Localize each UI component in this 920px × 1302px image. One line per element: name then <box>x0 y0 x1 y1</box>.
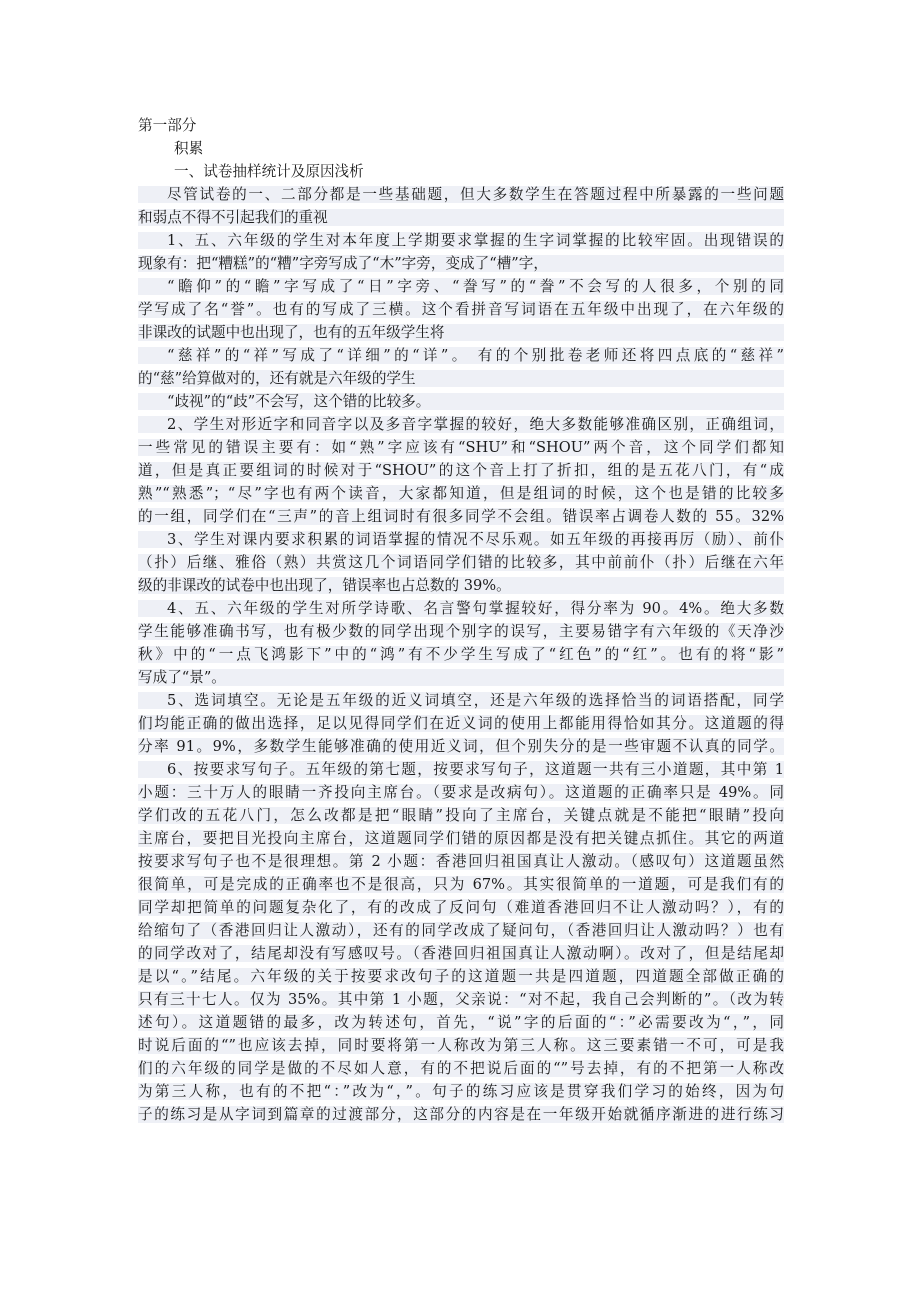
paragraph-line: 的同学改对了，结尾却没有写感叹号。（香港回归祖国真让人激动啊）。改对了，但是结尾却 <box>138 942 784 965</box>
paragraph-line: 为第三人称，也有的不把“：”改为“，”。句子的练习应该是贯穿我们学习的始终，因为句 <box>138 1080 784 1103</box>
paragraph-line: 学们改的五花八门，怎么改都是把“眼睛”投向了主席台，关键点就是不能把“眼睛”投向 <box>138 804 784 827</box>
paragraph-line: 写成了“景”。 <box>138 666 784 689</box>
section-title: 一、试卷抽样统计及原因浅析 <box>174 163 364 180</box>
paragraph-line: 按要求写句子也不是很理想。第 2 小题：香港回归祖国真让人激动。（感叹句）这道题虽然 <box>138 850 784 873</box>
document-page <box>138 114 784 1126</box>
paragraph-line: 们的六年级的同学是做的不尽如人意，有的不把说后面的“”号去掉，有的不把第一人称改 <box>138 1057 784 1080</box>
paragraph-line: 1、五、六年级的学生对本年度上学期要求掌握的生字词掌握的比较牢固。出现错误的 <box>138 229 784 252</box>
paragraph-line: 时说后面的“”也应该去掉，同时要将第一人称改为第三人称。这三要素错一不可，可是我 <box>138 1034 784 1057</box>
paragraph-line: 很简单，可是完成的正确率也不是很高，只为 67%。其实很简单的一道题，可是我们有的 <box>138 873 784 896</box>
paragraph-line: 现象有：把“糟糕”的“糟”字旁写成了“木”字旁，变成了“槽”字， <box>138 252 784 275</box>
paragraph-line: 和弱点不得不引起我们的重视 <box>138 206 784 229</box>
paragraph-line: 分率 91。9%，多数学生能够准确的使用近义词，但个别失分的是一些审题不认真的同学。 <box>138 735 784 758</box>
paragraph-line: “瞻仰”的“瞻”字写成了“日”字旁、“誊写”的“誊”不会写的人很多，个别的同 <box>138 275 784 298</box>
paragraph-line: 6、按要求写句子。五年级的第七题，按要求写句子，这道题一共有三小道题，其中第 1 <box>138 758 784 781</box>
paragraph-line: 级的非课改的试卷中也出现了，错误率也占总数的 39%。 <box>138 574 784 597</box>
paragraph-line: 给缩句了（香港回归让人激动），还有的同学改成了疑问句，（香港回归让人激动吗？）也有 <box>138 919 784 942</box>
paragraph-line: （扑）后继、雅俗（熟）共赏这几个词语同学们错的比较多，其中前前仆（扑）后继在六年 <box>138 551 784 574</box>
paragraph-line: 同学却把简单的问题复杂化了，有的改成了反问句（难道香港回归不让人激动吗？），有的 <box>138 896 784 919</box>
paragraph-line: 小题：三十万人的眼睛一齐投向主席台。（要求是改病句）。这道题的正确率只是 49%。同 <box>138 781 784 804</box>
subsection-heading: 积累 <box>174 140 204 157</box>
paragraph-line: 述句）。这道题错的最多，改为转述句，首先，“说”字的后面的“：”必需要改为“，”，同 <box>138 1011 784 1034</box>
paragraph-line: 的“慈”给算做对的，还有就是六年级的学生 <box>138 367 784 390</box>
paragraph-line: 是以“。”结尾。六年级的关于按要求改句子的这道题一共是四道题，四道题全部做正确的 <box>138 965 784 988</box>
section-heading: 第一部分 <box>138 117 197 134</box>
paragraph-line: 子的练习是从字词到篇章的过渡部分，这部分的内容是在一年级开始就循序渐进的进行练习 <box>138 1103 784 1126</box>
paragraph-line: 4、五、六年级的学生对所学诗歌、名言警句掌握较好，得分率为 90。4%。绝大多数 <box>138 597 784 620</box>
paragraph-line: 的一组，同学们在“三声”的音上组词时有很多同学不会组。错误率占调卷人数的 55。32% <box>138 505 784 528</box>
paragraph-line: “慈祥”的“祥”写成了“详细”的“详”。 有的个别批卷老师还将四点底的“慈祥” <box>138 344 784 367</box>
paragraph-line: 一些常见的错误主要有：如“熟”字应该有“SHU”和“SHOU”两个音，这个同学们都知 <box>138 436 784 459</box>
paragraph-line: 学写成了名“誉”。也有的写成了三横。这个看拼音写词语在五年级中出现了，在六年级的 <box>138 298 784 321</box>
paragraph-line: 3、学生对课内要求积累的词语掌握的情况不尽乐观。如五年级的再接再厉（励）、前仆 <box>138 528 784 551</box>
paragraph-line: 秋》中的“一点飞鸿影下”中的“鸿”有不少学生写成了“红色”的“红”。也有的将“影” <box>138 643 784 666</box>
paragraph-line: “歧视”的“歧”不会写，这个错的比较多。 <box>138 390 784 413</box>
paragraph-line: 们均能正确的做出选择，足以见得同学们在近义词的使用上都能用得恰如其分。这道题的得 <box>138 712 784 735</box>
paragraph-line: 熟”“熟悉”；“尽”字也有两个读音，大家都知道，但是组词的时候，这个也是错的比较多 <box>138 482 784 505</box>
paragraph-line: 主席台，要把目光投向主席台，这道题同学们错的原因都是没有把关键点抓住。其它的两道 <box>138 827 784 850</box>
paragraph-line: 道，但是真正要组词的时候对于“SHOU”的这个音上打了折扣，组的是五花八门，有“成 <box>138 459 784 482</box>
paragraph-line: 非课改的试题中也出现了，也有的五年级学生将 <box>138 321 784 344</box>
paragraph-line: 只有三十七人。仅为 35%。其中第 1 小题，父亲说：“对不起，我自己会判断的”。（改为转 <box>138 988 784 1011</box>
paragraph-line: 5、选词填空。无论是五年级的近义词填空，还是六年级的选择恰当的词语搭配，同学 <box>138 689 784 712</box>
paragraph-line: 尽管试卷的一、二部分都是一些基础题，但大多数学生在答题过程中所暴露的一些问题 <box>138 183 784 206</box>
paragraph-line: 2、学生对形近字和同音字以及多音字掌握的较好，绝大多数能够准确区别，正确组词， <box>138 413 784 436</box>
paragraph-line: 学生能够准确书写，也有极少数的同学出现个别字的误写，主要易错字有六年级的《天净沙 <box>138 620 784 643</box>
